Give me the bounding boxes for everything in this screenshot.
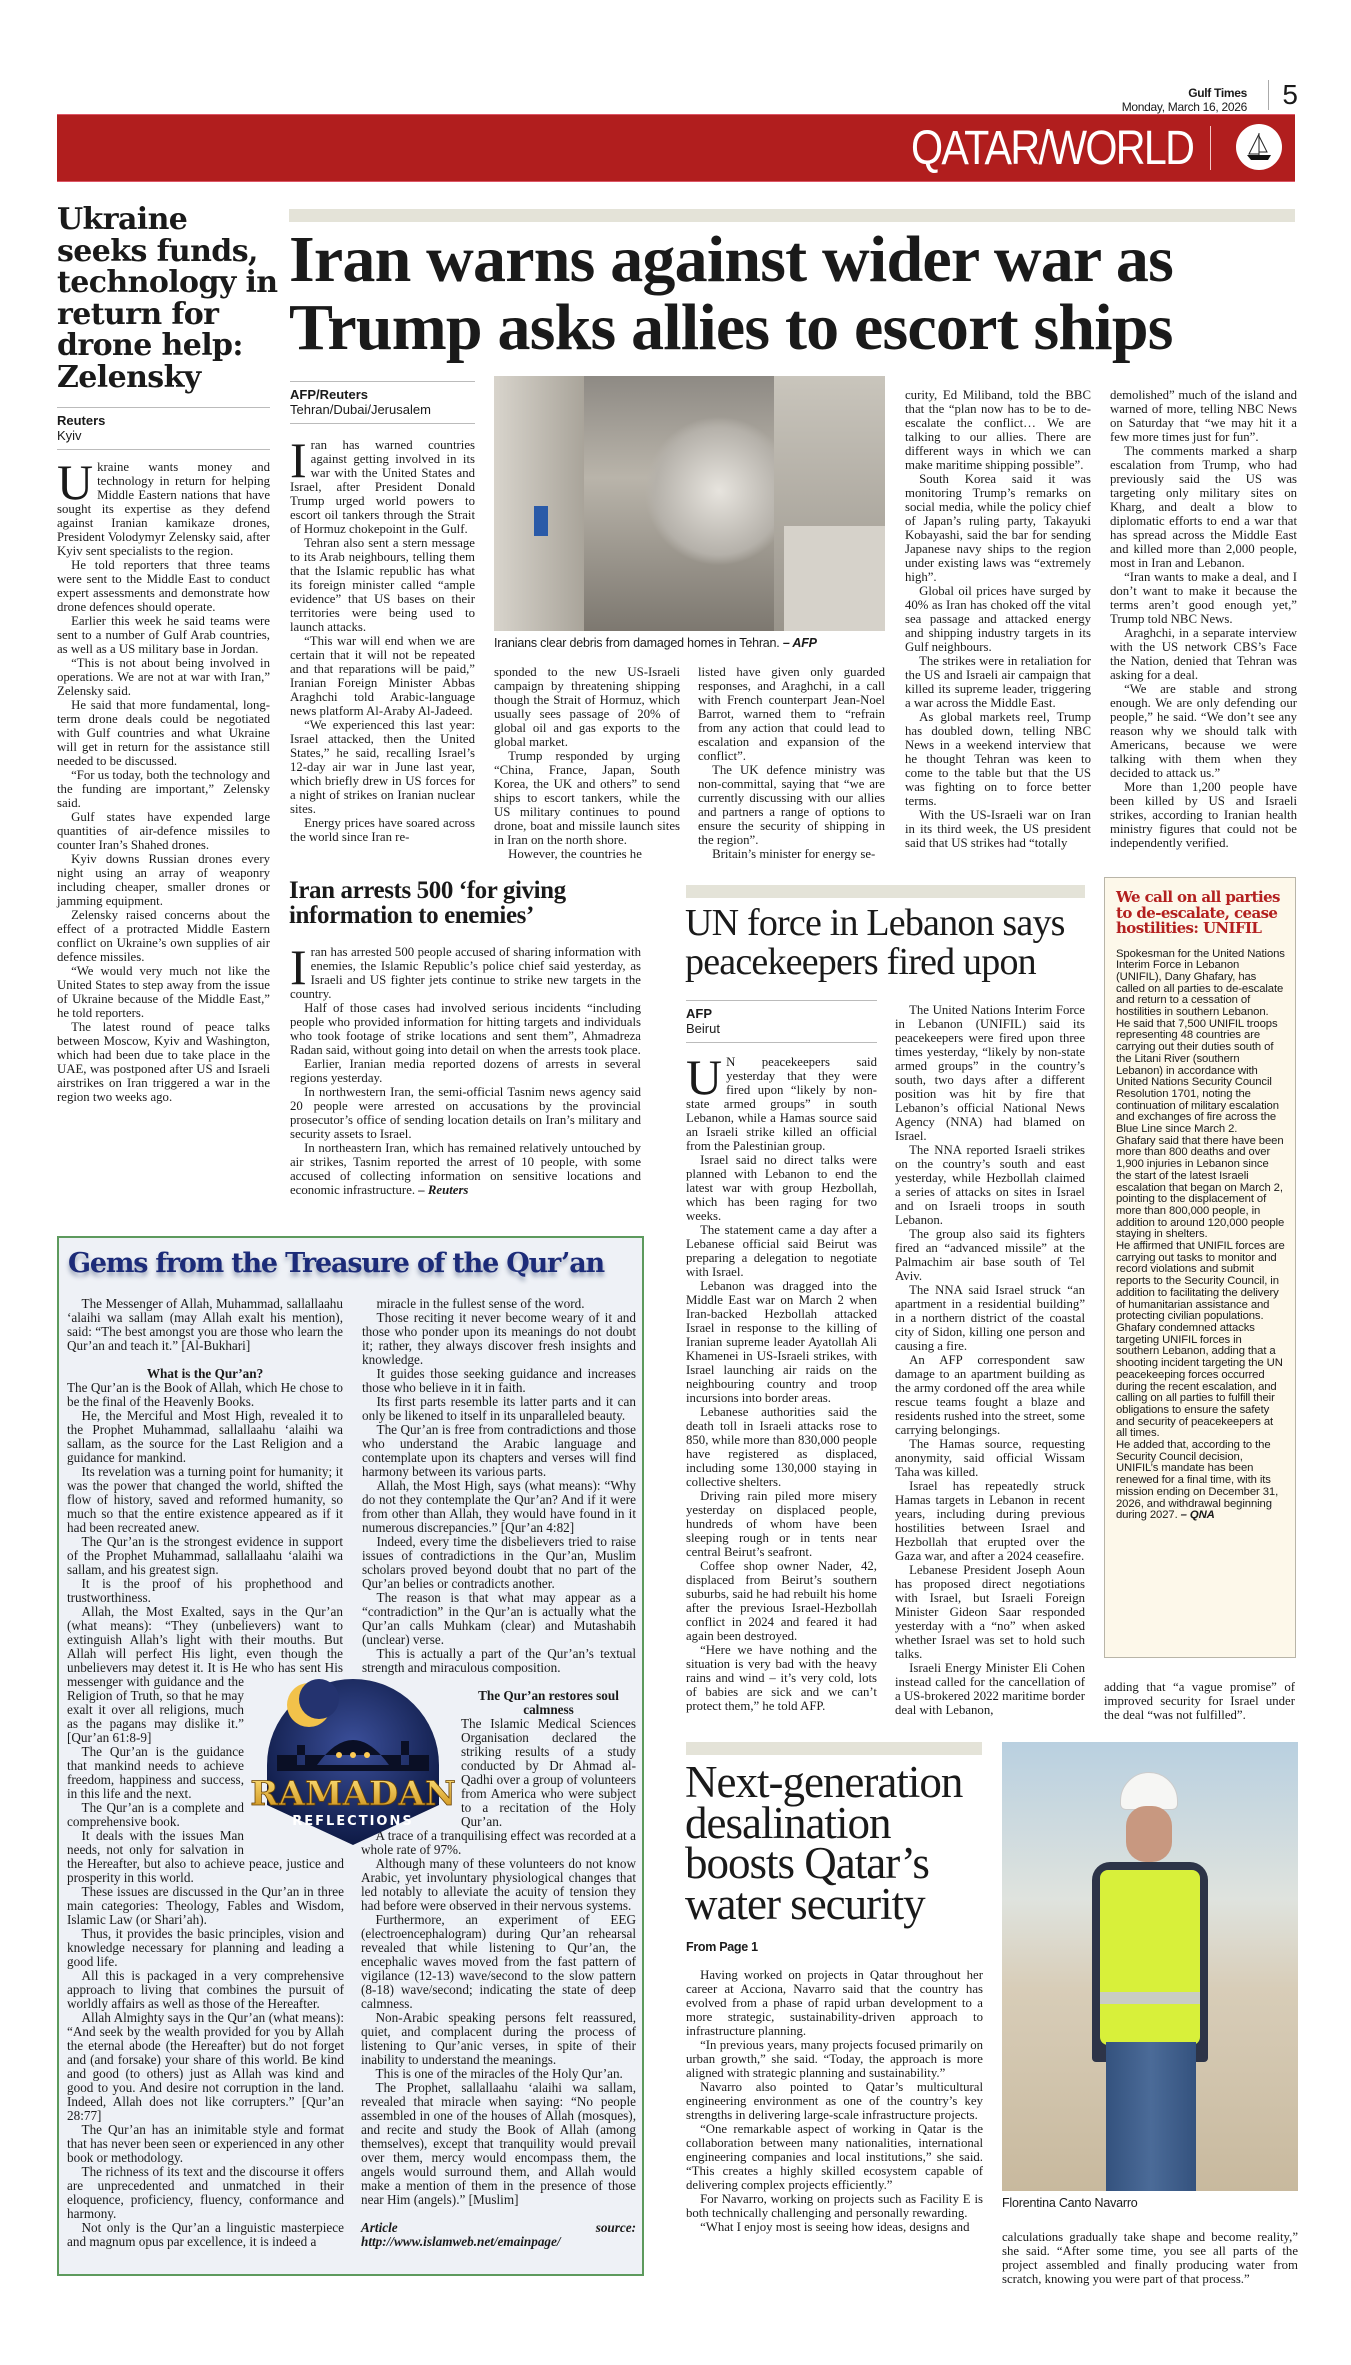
paragraph: Navarro also pointed to Qatar’s multicultural engineering environment as one of the country’s key strengths in delivering large-scale infrastructure projects. [686, 2080, 983, 2122]
byline-agency: AFP/Reuters [290, 387, 369, 402]
article-source: Article source: http://www.islamweb.net/emainpage/ [361, 2220, 636, 2249]
paragraph: He, the Merciful and Most High, revealed it to the Prophet Muhammad, sallallaahu ‘alaihi wa sallam, as the source for the Last Religion and a guidance for mankind. [67, 1408, 343, 1465]
paragraph: Allah, the Most High, says (what means): “Why do not they contemplate the Qur’an? And if it were from other than Allah, they would have found in it numerous discrepancies.” [Qur’an 4:82] [362, 1478, 636, 1535]
desalination-headline: Next-generation desalination boosts Qatar’s water security [685, 1757, 963, 1929]
paragraph: Its revelation was a turning point for humanity; it was the power that changed the world, shifted the flow of history, saved and reformed humanity, so much so that the entire existence appeared as if it had been recreated anew. [67, 1464, 343, 1535]
paragraph: Thus, it provides the basic principles, vision and knowledge necessary for planning and leading a good life. [67, 1926, 344, 1969]
paragraph: Indeed, every time the disbelievers tried to raise issues of contradictions in the Qur’an, Muslim scholars proved beyond doubt that no part of the Qur’an belies or contradicts another. [362, 1534, 636, 1591]
ukraine-byline [57, 407, 270, 450]
iran-article-column-5 [1110, 388, 1297, 860]
paragraph: The strikes were in retaliation for the US and Israeli air campaign that killed its supreme leader, triggering a war across the Middle East. [905, 654, 1091, 710]
un-headline: UN force in Lebanon says peacekeepers fired upon [685, 902, 1065, 983]
paragraph: These issues are discussed in the Qur’an in three main categories: Theology, Fables and Wisdom, Islamic Law (or Shari’ah). [67, 1884, 344, 1927]
paragraph: The richness of its text and the discourse it offers are unprecedented and unmatched in their eloquence, proficiency, fluency, conformance and harmony. [67, 2164, 344, 2221]
paragraph: As global markets reel, Trump has doubled down, telling NBC News in a weekend interview that he thought Tehran was keen to come to the table but that the US was fighting on to force better terms. [905, 710, 1091, 808]
paragraph: “In previous years, many projects focused primarily on urban growth,” she said. “Today, the approach is more aligned with strategic planning and sustainability.” [686, 2038, 983, 2080]
paragraph: The NNA said Israel struck “an apartment in a residential building” in a northern district of the coastal city of Sidon, killing one person and causing a fire. [895, 1283, 1085, 1353]
paragraph: Global oil prices have surged by 40% as Iran has choked off the vital sea passage and attacked energy and shipping industry targets in its Gulf neighbours. [905, 584, 1091, 654]
paragraph: “Iran wants to make a deal, and I don’t want to make it because the terms aren’t good enough yet,” Trump told NBC News. [1110, 570, 1297, 626]
photo-credit: – AFP [782, 636, 817, 650]
desalination-article-continuation [1002, 2230, 1298, 2286]
paragraph: sponded to the new US-Israeli campaign by threatening shipping though the Strait of Hormuz, which usually sees passage of 20% of global oil and gas exports to the global market. [494, 665, 680, 749]
paragraph: The reason is that what may appear as a “contradiction” in the Qur’an is actually what the Qur’an calls Muhkam (clear) and Mutashabih (unclear) verse. [362, 1590, 636, 1647]
paragraph: The Qur’an is a complete and comprehensive book. [67, 1800, 244, 1829]
paragraph: “What I enjoy most is seeing how ideas, designs and [700, 2220, 970, 2234]
paragraph: Furthermore, an experiment of EEG (electroencephalogram) during Qur’an rehearsal revealed that while listening to Qur’an, the encephalic waves moved from the fast pattern of vigilance (12-13) wave/second to the slow pattern (8-18) wave/second; indicating the state of deep calmness. [361, 1912, 636, 2011]
paragraph: demolished” much of the island and warned of more, telling NBC News on Saturday that “we may hit it a few more times just for fun”. [1110, 388, 1297, 444]
logo-word-ramadan: RAMADAN [250, 1774, 456, 1814]
iran-article-column-2 [494, 665, 680, 860]
paragraph: He said that more fundamental, long-term drone deals could be negotiated with Gulf countries and what Ukraine will get in return for the assistance still needed to be discussed. [57, 698, 270, 768]
unifil-box-title: We call on all parties to de-escalate, cease hostilities: UNIFIL [1116, 888, 1280, 937]
paragraph: He affirmed that UNIFIL forces are carrying out tasks to monitor and record violations and submit reports to the Security Council, in addition to facilitating the delivery of humanitarian assistance and protecting civilian populations. [1116, 1240, 1285, 1323]
paragraph: The Prophet, sallallaahu ‘alaihi wa sallam, revealed that miracle when saying: “No people assembled in one of the houses of Allah (mosques), and recite and study the Book of Allah (among themselves), except that tranquility would prevail over them, mercy would encompass them, the angels would surround them, and Allah would make a mention of them in the presence of those near Him (angels).” [Muslim] [361, 2080, 636, 2207]
paragraph: Ghafary said that there have been more than 800 deaths and over 1,900 injuries in Lebanon since the start of the latest Israeli escalation that began on March 2, pointing to the displacement of more than 800,000 people, in addition to around 120,000 people staying in shelters. [1116, 1134, 1285, 1241]
paragraph: An AFP correspondent saw damage to an apartment building as the army cordoned off the area while rescue teams fought a blaze and residents rushed into the street, some carrying belongings. [895, 1353, 1085, 1437]
photo-caption [494, 636, 885, 650]
paragraph: Iran has arrested 500 people accused of sharing information with enemies, the Islamic Republic’s police chief said yesterday, as Israeli and US fighter jets continue to strike new targets in the country. [290, 939, 641, 1001]
paragraph-text: He added that, according to the Security Council decision, UNIFIL’s mandate has been renewed for a final time, with its mission ending on December 31, 2026, and withdrawal beginning during 2027. [1116, 1439, 1279, 1522]
newspaper-name: Gulf Times [1188, 86, 1247, 100]
main-headline-line-2: Trump asks allies to escort ships [289, 291, 1173, 364]
arrests-headline: Iran arrests 500 ‘for giving information to enemies’ [289, 877, 566, 929]
paragraph: Lebanese authorities said the death toll in Israeli attacks rose to 850, while more than 830,000 people have registered as displaced, including some 130,000 staying in collective shelters. [686, 1405, 877, 1489]
paragraph: Britain’s minister for energy se- [712, 847, 876, 860]
paragraph: miracle in the fullest sense of the word. [376, 1296, 585, 1311]
headline-rule [686, 885, 1085, 898]
gems-title: Gems from the Treasure of the Qur’an [68, 1248, 604, 1279]
byline-place: Kyiv [57, 428, 82, 443]
paragraph: The comments marked a sharp escalation from Trump, who had previously said the US was targeting only military sites on Kharg, and dealt a blow to diplomatic efforts to end a war that has spread across the Middle East and killed more than 2,000 people, most in Iran and Lebanon. [1110, 444, 1297, 570]
paragraph: The UK defence ministry was non-committal, saying that “we are currently discussing with our allies and partners a range of options to ensure the security of shipping in the region”. [698, 763, 885, 847]
paragraph: listed have given only guarded responses, and Araghchi, in a call with French counterpart Jean-Noel Barrot, warned them to “refrain from any action that could lead to escalation and expansion of the conflict”. [698, 665, 885, 763]
ukraine-article-body [57, 454, 270, 1104]
byline-agency: Reuters [57, 413, 106, 428]
desalination-article-body [686, 1968, 983, 2234]
ukraine-headline: Ukraine seeks funds, technology in return for drone help: Zelensky [57, 202, 278, 395]
paragraph: He said that 7,500 UNIFIL troops representing 48 countries are carrying out their duties south of the Litani River (southern Lebanon) in accordance with United Nations Security Council Resolution 1701, noting the continuation of military escalation and exchanges of fire across the Blue Line since March 2. [1116, 1017, 1279, 1136]
paragraph: Allah Almighty says in the Qur’an (what means): “And seek by the wealth provided for you by Allah the eternal abode (the Hereafter) but do not forget and (and forsake) your share of this world. Be kind and good (to others) just as Allah was kind and good to you. And desire not corruption in the land. Indeed, Allah does not like corrupters.” [Qur’an 28:77] [67, 2010, 344, 2123]
byline-place: Beirut [686, 1021, 720, 1036]
paragraph: The Qur’an has an inimitable style and format that has never been seen or experienced in any other book or methodology. [67, 2122, 344, 2165]
ramadan-reflections-logo [247, 1675, 459, 1847]
subheading: The Qur’an restores soul calmness [478, 1688, 619, 1717]
paragraph: Gulf states have expended large quantities of air-defence missiles to counter Iran’s Shahed drones. [57, 810, 270, 852]
from-page-label: From Page 1 [686, 1940, 758, 1954]
paragraph: Spokesman for the United Nations Interim Force in Lebanon (UNIFIL), Dany Ghafary, has called on all parties to de-escalate and return to a cessation of hostilities in southern Lebanon. [1116, 947, 1285, 1019]
paragraph: Not only is the Qur’an a linguistic masterpiece and magnum opus par excellence, it is indeed a [67, 2220, 344, 2249]
paragraph: adding that “a vague promise” of improved security for Israel under the deal “was not fulfilled”. [1104, 1680, 1295, 1722]
paragraph: The latest round of peace talks between Moscow, Kyiv and Washington, which had been due to take place in the UAE, was postponed after US and Israeli airstrikes on Iran triggered a war in the region two weeks ago. [57, 1020, 270, 1104]
iran-article-column-1 [290, 438, 475, 858]
paragraph: The Hamas source, requesting anonymity, said official Wissam Taha was killed. [895, 1437, 1085, 1479]
paragraph: The Qur’an is the strongest evidence in support of the Prophet Muhammad, sallallaahu ‘alaihi wa sallam, and his greatest sign. [67, 1534, 343, 1577]
paragraph: The Qur’an is free from contradictions and those who understand the Arabic language and contemplate upon its chapters and verses will find harmony between its various parts. [362, 1422, 636, 1479]
main-headline [289, 223, 1299, 364]
byline-place: Tehran/Dubai/Jerusalem [290, 402, 431, 417]
paragraph: A trace of a tranquilising effect was recorded at a whole rate of 97%. [361, 1828, 636, 1857]
logo-word-reflections: REFLECTIONS [292, 1814, 414, 1829]
paragraph: Half of those cases had involved serious incidents “including people who provided information for hitting targets and individuals who took footage of strike locations and sent them”, Ahmadreza Radan said, without going into detail on when the arrests took place. [290, 1001, 641, 1057]
paragraph: Araghchi, in a separate interview with the US network CBS’s Face the Nation, denied that Tehran was asking for a deal. [1110, 626, 1297, 682]
paragraph: UN peacekeepers said yesterday that they were fired upon “likely by non-state armed groups” in south Lebanon, while a Hamas source said an Israeli strike killed an official from the Palestinian group. [686, 1049, 877, 1153]
paragraph: The Islamic Medical Sciences Organisation declared the striking results of a study conducted by Dr Ahmad al-Qadhi over a group of volunteers from America who were subject to a recitation of the Holy Qur’an. [461, 1716, 636, 1829]
iran-article-column-4 [905, 388, 1091, 860]
paragraph: Zelensky raised concerns about the effect of a protracted Middle Eastern conflict on Ukraine’s own supplies of air defence missiles. [57, 908, 270, 964]
paragraph: The Messenger of Allah, Muhammad, sallallaahu ‘alaihi wa sallam (may Allah exalt his mention), said: “The best amongst you are those who learn the Qur’an and teach it.” [Al-Bukhari] [67, 1296, 343, 1353]
paragraph: Energy prices have soared across the world since Iran re- [290, 816, 475, 844]
paragraph [1116, 1440, 1285, 1522]
paragraph: curity, Ed Miliband, told the BBC that the “plan now has to be to de-escalate the conflict… We are talking to our allies. There are different ways in which we can make maritime shipping possible”. [905, 388, 1091, 472]
paragraph: The United Nations Interim Force in Lebanon (UNIFIL) said its peacekeepers were fired upon three times yesterday, “likely by non-state armed groups” in the country’s south, two days after a different position was hit by fire that Lebanon’s official National News Agency (NNA) had blamed on Israel. [895, 1003, 1085, 1143]
paragraph: “One remarkable aspect of working in Qatar is the collaboration between many nationalities, international engineering companies and local institutions,” she said. “This creates a highly skilled ecosystem capable of delivering complex projects efficiently.” [686, 2122, 983, 2192]
paragraph: Ghafary condemned attacks targeting UNIFIL forces in southern Lebanon, adding that a shooting incident targeting the UN peacekeeping forces occurred during the recent escalation, and calling on all parties to fulfill their obligations to ensure the safety and security of peacekeepers at all times. [1116, 1322, 1283, 1440]
paragraph: Trump responded by urging “China, France, Japan, South Korea, the UK and others” to send ships to escort tankers, while the US military continues to pound drone, boat and missile launch sites in Iran on the north shore. [494, 749, 680, 847]
paragraph: The NNA reported Israeli strikes on the country’s south and east yesterday, while Hezbollah claimed a series of attacks on sites in Israel and on Israeli troops in south Lebanon. [895, 1143, 1085, 1227]
paragraph: Earlier, Iranian media reported dozens of arrests in several regions yesterday. [290, 1057, 641, 1085]
paragraph: However, the countries he [508, 847, 642, 860]
paragraph: Lebanese President Joseph Aoun has proposed direct negotiations with Israel, but Israeli Foreign Minister Gideon Saar responded yesterday with a “no” when asked whether Israel was set to hold such talks. [895, 1563, 1085, 1661]
iran-article-column-3 [698, 665, 885, 860]
paragraph: This is actually a part of the Qur’an’s textual strength and miraculous composition. [362, 1646, 636, 1675]
paragraph [290, 1141, 641, 1197]
paragraph: Kyiv downs Russian drones every night using an array of weaponry including cheaper, smaller drones or jamming equipment. [57, 852, 270, 908]
main-headline-line-1: Iran warns against wider war as [289, 223, 1173, 296]
caption-text: Iranians clear debris from damaged homes in Tehran. [494, 636, 780, 650]
subheading: What is the Qur’an? [146, 1366, 264, 1381]
paragraph: He told reporters that three teams were sent to the Middle East to conduct expert assessments and demonstrate how drone defences should operate. [57, 558, 270, 614]
paragraph: “We experienced this last year: Israel attacked, then the United States,” he said, recalling Israel’s 12-day air war in June last year, which briefly drew in US forces for a night of strikes on Iranian nuclear sites. [290, 718, 475, 816]
un-article-column-3 [1104, 1680, 1295, 1722]
paragraph: In northwestern Iran, the semi-official Tasnim news agency said 20 people were arrested on accusations by the provincial prosecutor’s office of sending location details on Iran’s military and security assets to Israel. [290, 1085, 641, 1141]
paragraph: calculations gradually take shape and become reality,” she said. “After some time, you see all parts of the project assembled and finally producing water from scratch, knowing you were part of that process.” [1002, 2230, 1298, 2286]
paragraph: “For us today, both the technology and the funding are important,” Zelensky said. [57, 768, 270, 810]
dhow-boat-icon [1236, 124, 1282, 170]
paragraph: Iran has warned countries against getting involved in its war with the United States and Israel, after President Donald Trump urged world powers to escort oil tankers through the Strait of Hormuz chokepoint in the Gulf. [290, 438, 475, 536]
paragraph: The group also said its fighters fired an “advanced missile” at the Palmachim air base south of Tel Aviv. [895, 1227, 1085, 1283]
navarro-portrait-photo [1002, 1742, 1298, 2191]
byline-agency: AFP [686, 1006, 712, 1021]
paragraph: Driving rain piled more misery yesterday on displaced people, hundreds of whom have been sleeping rough or in tents near central Beirut’s seafront. [686, 1489, 877, 1559]
headline-rule [686, 1742, 982, 1755]
paragraph: South Korea said it was monitoring Trump’s remarks on social media, while the policy chief of Japan’s ruling party, Takayuki Kobayashi, said the bar for sending Japanese navy ships to the region under existing laws was “extremely high”. [905, 472, 1091, 584]
paragraph: Israel said no direct talks were planned with Lebanon to end the latest war with group Hezbollah, which has been raging for two weeks. [686, 1153, 877, 1223]
paragraph: Ukraine wants money and technology in return for helping Middle Eastern nations that have sought its expertise as they defend against Iranian kamikaze drones, President Volodymyr Zelensky said, after Kyiv sent specialists to the region. [57, 454, 270, 558]
paragraph: Coffee shop owner Nader, 42, displaced from Beirut’s southern suburbs, said he had rebuilt his home after the previous Israel-Hezbollah conflict in 2024 and feared it had again been destroyed. [686, 1559, 877, 1643]
headline-rule [289, 209, 1295, 222]
agency-credit: – Reuters [418, 1183, 469, 1197]
paragraph: “We are stable and strong enough. We are only defending our people,” he said. “We don’t see any reason why we should talk with Americans, because we were talking with them when they decided to attack us.” [1110, 682, 1297, 780]
paragraph: Tehran also sent a stern message to its Arab neighbours, telling them that the Islamic republic has what its foreign minister called “ample evidence” that US bases on their territories were being used to launch attacks. [290, 536, 475, 634]
agency-credit: – QNA [1180, 1509, 1215, 1522]
paragraph: “This is not about being involved in operations. We are not at war with Iran,” Zelensky said. [57, 656, 270, 698]
paragraph: “This war will end when we are certain that it will not be repeated and that reparations will be paid,” Iranian Foreign Minister Abbas Araghchi told Arabic-language news platform Al-Araby Al-Jadeed. [290, 634, 475, 718]
paragraph: This is one of the miracles of the Holy Qur’an. [375, 2066, 623, 2081]
page-number: 5 [1268, 80, 1298, 110]
paragraph: For Navarro, working on projects such as Facility E is both technically challenging and personally rewarding. [686, 2192, 983, 2220]
paragraph: Although many of these volunteers do not know Arabic, yet involuntary physiological changes that led notably to alleviate the acuity of tension they had before were observed in their nervous systems. [361, 1856, 636, 1913]
un-article-column-2 [895, 1003, 1085, 1717]
paragraph: It guides those seeking guidance and increases those who believe in it in faith. [362, 1366, 636, 1395]
paragraph: It is the proof of his prophethood and trustworthiness. [67, 1576, 343, 1605]
unifil-box-body [1116, 949, 1285, 1522]
paragraph: “Here we have nothing and the situation is very bad with the heavy rains and wind – it’s very cold, lots of babies are sick and we can’t protect them,” he told AFP. [686, 1643, 877, 1713]
paragraph: It deals with the issues Man needs, not only for salvation in the Hereafter, but also to achieve peace, justice and prosperity in this world. [67, 1828, 344, 1885]
arrests-article-body [290, 939, 641, 1197]
paragraph-text: In northeastern Iran, which has remained relatively untouched by air strikes, Tasnim reported the arrest of 10 people, with some accused of collecting information on sensitive locations and economic infrastructure. [290, 1141, 641, 1197]
paragraph: With the US-Israeli war on Iran in its third week, the US president said that US strikes had “totally [905, 808, 1091, 850]
gems-quran-box [57, 1236, 644, 2276]
banner-divider [1210, 126, 1211, 170]
paragraph: “We would very much not like the United States to step away from the issue of Ukraine because of the Middle East,” he told reporters. [57, 964, 270, 1020]
paragraph: Israel has repeatedly struck Hamas targets in Lebanon in recent years, including during previous hostilities between Israel and Hezbollah that erupted over the Gaza war, and after a 2024 ceasefire. [895, 1479, 1085, 1563]
un-article-column-1 [686, 1049, 877, 1713]
paragraph: Israeli Energy Minister Eli Cohen instead called for the cancellation of a US-brokered 2022 maritime border deal with Lebanon, [895, 1661, 1085, 1717]
paragraph: The Qur’an is the Book of Allah, which He chose to be the final of the Heavenly Books. [67, 1380, 343, 1409]
un-byline [686, 1000, 877, 1043]
issue-date: Monday, March 16, 2026 [1121, 100, 1247, 114]
paragraph: Its first parts resemble its latter parts and it can only be likened to itself in its unparalleled beauty. [362, 1394, 636, 1423]
paragraph: Earlier this week he said teams were sent to a number of Gulf Arab countries, as well as a US military base in Jordan. [57, 614, 270, 656]
paragraph: Lebanon was dragged into the Middle East war on March 2 when Iran-backed Hezbollah attacked Israel in response to the killing of Iranian supreme leader Ayatollah Ali Khamenei in US-Israeli strikes, with Israel launching air raids on the neighbouring country and troop incursions into border areas. [686, 1279, 877, 1405]
paragraph: Non-Arabic speaking persons felt reassured, quiet, and complacent during the process of listening to Qur’anic verses, in spite of their inability to understand the meanings. [361, 2010, 636, 2067]
section-title: QATAR/WORLD [910, 122, 1193, 175]
paragraph: All this is packaged in a very comprehensive approach to living that combines the pursuit of worldly affairs as well as those of the Hereafter. [67, 1968, 344, 2011]
photo-caption: Florentina Canto Navarro [1002, 2196, 1138, 2210]
iran-byline [290, 381, 475, 424]
paragraph: More than 1,200 people have been killed by US and Israeli strikes, according to Iranian health ministry figures that could not be independently verified. [1110, 780, 1297, 850]
paragraph: Allah, the Most Exalted, says in the Qur’an (what means): “They (unbelievers) want to extinguish Allah’s light with their mouths. But Allah will perfect His light, even though the unbelievers may detest it. It is He who has sent His messenger with guidance and the Religion of Truth, so that he may exalt it over all religions, much as the pagans may dislike it.” [Qur’an 61:8-9] [67, 1604, 343, 1745]
paragraph: The Qur’an is the guidance that mankind needs to achieve freedom, happiness and success, in this life and the next. [67, 1744, 244, 1801]
paragraph: The statement came a day after a Lebanese official said Beirut was preparing a delegation to negotiate with Israel. [686, 1223, 877, 1279]
tehran-debris-photo [494, 376, 885, 631]
paragraph: Having worked on projects in Qatar throughout her career at Acciona, Navarro said that the country has evolved from a phase of rapid urban development to a more strategic, sustainability-driven approach to infrastructure planning. [686, 1968, 983, 2038]
paragraph: Those reciting it never become weary of it and those who ponder upon its meanings do not doubt it; rather, they always discover fresh insights and knowledge. [362, 1310, 636, 1367]
unifil-sidebar-box [1104, 877, 1296, 1658]
